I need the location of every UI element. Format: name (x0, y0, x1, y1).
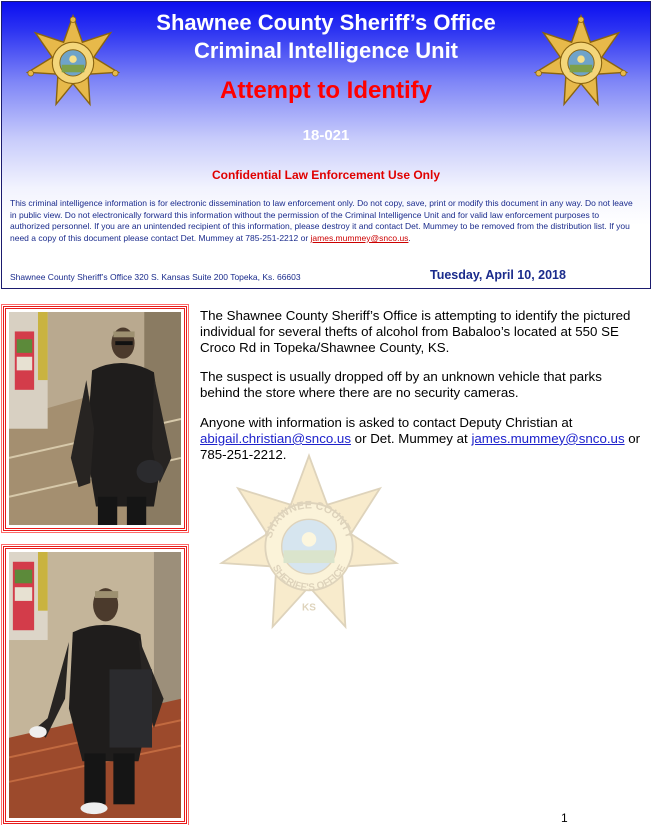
disclaimer-body: This criminal intelligence information is for electronic dissemination to law enforcement only. Do not copy, save, print or modify this document in any way. Do not leave in public view. Do not electronically forward this information without the permission of the Criminal Intelligence Unit and for valid law enforcement purposes to authorized personnel. If you are an unintended recipient of this information, please destroy it and contact Det. Mummey to be removed from the distribution list. If you need a copy of this document please contact Det. Mummey at 785-251-2212 or (10, 198, 633, 243)
agency-title: Shawnee County Sheriff’s Office (156, 10, 496, 35)
office-address: Shawnee County Sheriff’s Office 320 S. Kansas Suite 200 Topeka, Ks. 66603 (10, 272, 301, 282)
email-link-christian[interactable]: abigail.christian@snco.us (200, 430, 351, 446)
disclaimer-email-link[interactable]: james.mummey@snco.us (310, 232, 409, 243)
case-number: 18-021 (302, 127, 350, 144)
confidential-notice: Confidential Law Enforcement Use Only (211, 168, 441, 182)
contact-intro: Anyone with information is asked to contact Deputy Christian at (200, 414, 573, 430)
contact-end: or 785-251-2212. (200, 430, 641, 462)
contact-mid: or Det. Mummey at (350, 430, 472, 446)
paragraph-contact (200, 415, 645, 462)
sheriff-badge-watermark-icon (218, 452, 400, 634)
email-link-mummey[interactable]: james.mummey@snco.us (471, 430, 625, 446)
header-banner (1, 1, 651, 289)
page-number: 1 (561, 811, 568, 825)
surveillance-photo-icon (9, 312, 181, 525)
disclaimer-end: . (408, 232, 411, 243)
bulletin-date: Tuesday, April 10, 2018 (430, 268, 566, 282)
disclaimer-text (10, 198, 640, 244)
paragraph-incident: The Shawnee County Sheriff’s Office is attempting to identify the pictured individual for several thefts of alcohol from Babaloo’s located at 550 SE Croco Rd in Topeka/Shawnee County, KS. (200, 308, 631, 355)
suspect-photo-1 (3, 306, 187, 531)
suspect-photo-2 (3, 546, 187, 824)
bulletin-body (200, 308, 645, 476)
watermark-bottom-text: SHERIFF'S OFFICE (269, 563, 349, 594)
watermark-state-text: KS (302, 602, 316, 614)
watermark-top-text: SHAWNEE COUNTY (262, 499, 356, 540)
surveillance-photo-icon (9, 552, 181, 818)
bulletin-subject: Attempt to Identify (220, 77, 432, 104)
paragraph-vehicle: The suspect is usually dropped off by an unknown vehicle that parks behind the store where there are no security cameras. (200, 369, 602, 401)
unit-title: Criminal Intelligence Unit (193, 38, 459, 63)
